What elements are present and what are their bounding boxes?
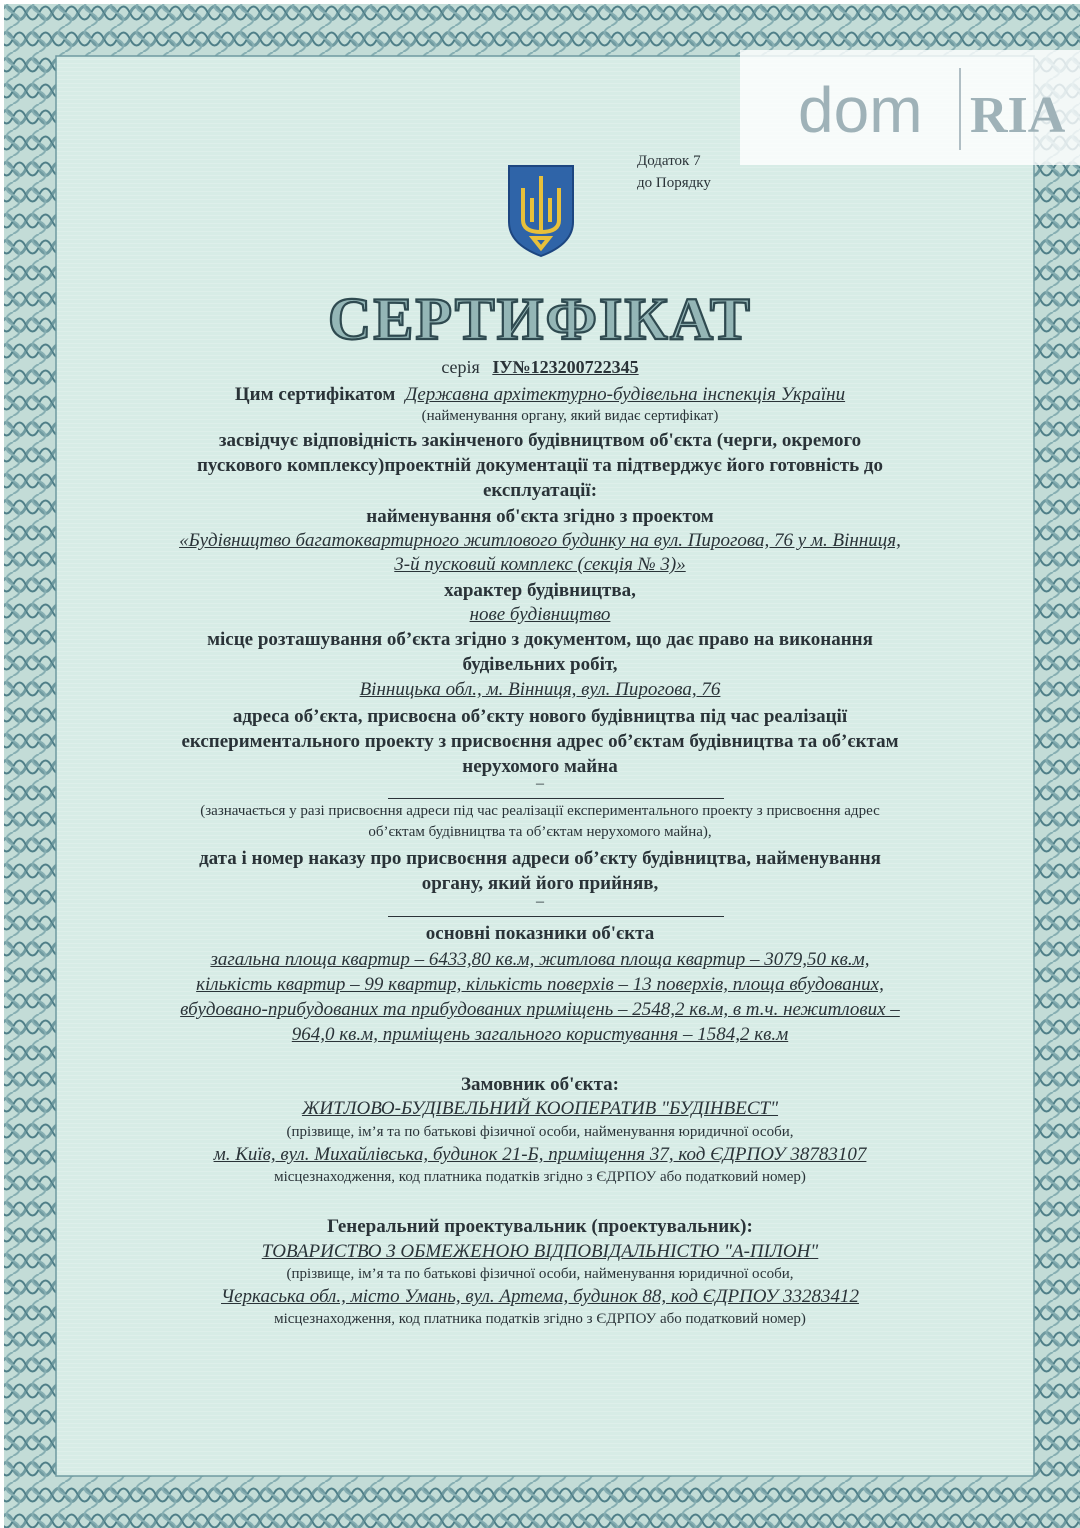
issuer-note: (найменування органу, який видає сертифікат)	[421, 408, 719, 424]
construction-type-value: нове будівництво	[469, 604, 611, 625]
construction-type-label: характер будівництва,	[444, 580, 636, 601]
title-text: СЕРТИФІКАТ	[328, 286, 752, 352]
designer-note-1: (прізвище, ім’я та по батькові фізичної особи, найменування юридичної особи,	[286, 1266, 794, 1282]
location-label-line-2: будівельних робіт,	[462, 654, 618, 675]
issuer-value: Державна архітектурно-будівельна інспекція України	[405, 384, 846, 405]
designer-note-2: місцезнаходження, код платника податків згідно з ЄДРПОУ або податковий номер)	[274, 1311, 806, 1327]
object-name-line-1: «Будівництво багатоквартирного житлового будинку на вул. Пирогова, 76 у м. Вінниця,	[179, 530, 901, 551]
address-note-line-2: об’єктам будівництва та об’єктам нерухомого майна),	[368, 824, 712, 840]
address-value: –	[536, 775, 544, 792]
designer-name: ТОВАРИСТВО З ОБМЕЖЕНОЮ ВІДПОВІДАЛЬНІСТЮ "А-ПІЛОН"	[261, 1241, 819, 1262]
indicators-line-3: вбудовано-прибудованих та прибудованих приміщень – 2548,2 кв.м, в т.ч. нежитлових –	[180, 999, 900, 1020]
address-note-line-1: (зазначається у разі присвоєння адреси під час реалізації експериментального проекту з присвоєння адрес	[200, 803, 880, 819]
statement-line-1: засвідчує відповідність закінченого будівництвом об'єкта (черги, окремого	[218, 430, 862, 451]
addendum-line-1: Додаток 7	[637, 153, 701, 169]
indicators-label: основні показники об'єкта	[425, 923, 655, 944]
watermark-left-text: dom	[798, 74, 923, 146]
series-number: ІУ№123200722345	[492, 357, 639, 377]
coat-of-arms-icon	[505, 162, 577, 258]
issuer-prefix: Цим сертифікатом	[234, 384, 396, 405]
address-label-line-3: нерухомого майна	[462, 756, 618, 777]
issuer-row	[60, 384, 1020, 406]
address-label-line-1: адреса об’єкта, присвоєна об’єкту нового будівництва під час реалізації	[232, 706, 848, 727]
statement-line-3: експлуатації:	[482, 480, 598, 501]
indicators-line-1: загальна площа квартир – 6433,80 кв.м, житлова площа квартир – 3079,50 кв.м,	[210, 949, 870, 970]
customer-details: м. Київ, вул. Михайлівська, будинок 21-Б, приміщення 37, код ЄДРПОУ 38783107	[213, 1144, 867, 1165]
customer-name: ЖИТЛОВО-БУДІВЕЛЬНИЙ КООПЕРАТИВ "БУДІНВЕСТ"	[301, 1098, 779, 1119]
customer-note-1: (прізвище, ім’я та по батькові фізичної особи, найменування юридичної особи,	[286, 1124, 794, 1140]
addendum-note	[637, 150, 711, 194]
address-blank-line	[388, 798, 724, 799]
watermark-right-text: RIA	[970, 87, 1066, 144]
order-blank-line	[388, 916, 724, 917]
customer-label: Замовник об'єкта:	[461, 1074, 619, 1095]
series-label: серія	[441, 357, 480, 377]
designer-label: Генеральний проектувальник (проектувальник):	[327, 1216, 753, 1237]
location-label-line-1: місце розташування об’єкта згідно з документом, що дає право на виконання	[207, 629, 873, 650]
location-value: Вінницька обл., м. Вінниця, вул. Пирогова, 76	[359, 679, 721, 700]
statement-line-2: пускового комплексу)проектній документації та підтверджує його готовність до	[196, 455, 884, 476]
indicators-line-4: 964,0 кв.м, приміщень загального користування – 1584,2 кв.м	[291, 1024, 789, 1045]
watermark	[740, 50, 1080, 165]
indicators-line-2: кількість квартир – 99 квартир, кількість поверхів – 13 поверхів, площа вбудованих,	[196, 974, 884, 995]
addendum-line-2: до Порядку	[637, 175, 711, 191]
object-name-line-2: 3-й пусковий комплекс (секція № 3)»	[394, 554, 686, 575]
address-label-line-2: експериментального проекту з присвоєння адрес об’єктам будівництва та об’єктам	[181, 731, 899, 752]
order-label-line-2: органу, який його прийняв,	[421, 873, 659, 894]
certificate-title	[60, 283, 1020, 358]
order-label-line-1: дата і номер наказу про присвоєння адреси об’єкту будівництва, найменування	[199, 848, 881, 869]
customer-note-2: місцезнаходження, код платника податків згідно з ЄДРПОУ або податковий номер)	[274, 1169, 806, 1185]
series-row	[60, 357, 1020, 378]
designer-details: Черкаська обл., місто Умань, вул. Артема, будинок 88, код ЄДРПОУ 33283412	[221, 1286, 859, 1307]
order-value: –	[536, 893, 544, 910]
object-name-label: найменування об'єкта згідно з проектом	[366, 506, 714, 527]
